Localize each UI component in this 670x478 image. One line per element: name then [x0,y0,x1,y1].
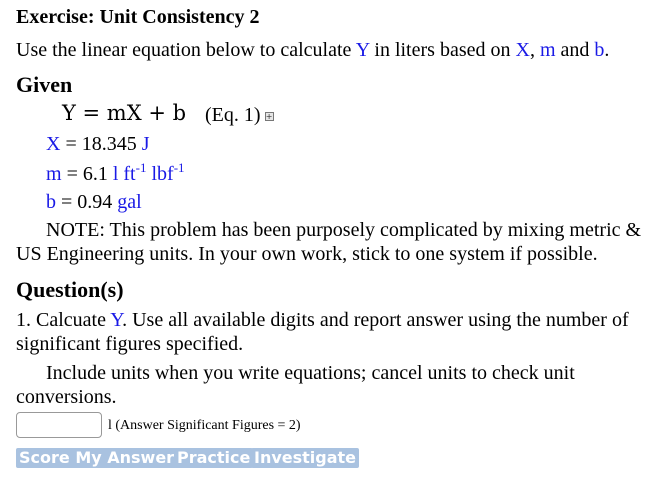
question-1 [16,308,662,356]
eq-label-text: (Eq. 1) [205,104,261,126]
given-m [46,162,185,186]
intro-text-part: and [555,39,595,61]
given-b [46,190,142,214]
given-heading: Given [16,72,73,97]
given-m-name: m [46,163,62,185]
given-x-name: X [46,133,61,155]
equation: Y = mX + b [62,101,187,125]
intro-text-part: , [529,39,540,61]
intro-text-part: in liters based on [369,39,516,61]
equation-label [205,103,274,127]
given-b-name: b [46,191,56,213]
var-b-link: b [594,39,605,61]
answer-unit-note: l (Answer Significant Figures = 2) [108,418,301,433]
given-m-unit-2-exp: -1 [173,160,185,175]
units-note: Include units when you write equations; cancel units to check unit conversions. [16,362,575,408]
var-m-link: m [539,39,556,61]
given-b-unit: gal [117,191,142,213]
given-m-unit-1-exp: -1 [135,160,147,175]
given-m-unit-2: lbf [146,163,174,185]
intro-text-part: . [604,39,610,61]
given-x-value: = 18.345 [60,133,142,155]
page-title: Exercise: Unit Consistency 2 [16,6,260,28]
intro-text-part: Use the linear equation below to calculate [16,39,356,61]
question-1-var-y: Y [110,309,123,331]
given-x [46,132,150,156]
intro-text [16,38,609,62]
given-note: NOTE: This problem has been purposely complicated by mixing metric & US Engineering units. In your own work, stick to one system if possible. [16,219,642,265]
answer-input[interactable] [16,412,102,438]
score-my-answer-button[interactable]: Score My Answer [16,448,177,468]
given-m-value: = 6.1 [61,163,113,185]
given-x-unit: J [141,133,150,155]
given-m-unit-1: l ft [112,163,136,185]
practice-button[interactable]: Practice [174,448,253,468]
plus-box-icon[interactable]: + [265,111,273,121]
var-x-link: X [515,39,530,61]
questions-heading: Question(s) [16,277,124,302]
question-1-rest: . Use all available digits and report answer using the number of significant figures specified. [16,309,629,355]
var-y-link: Y [355,39,370,61]
question-1-prefix: 1. Calcuate [16,309,111,331]
given-b-value: = 0.94 [56,191,118,213]
investigate-button[interactable]: Investigate [251,448,359,468]
